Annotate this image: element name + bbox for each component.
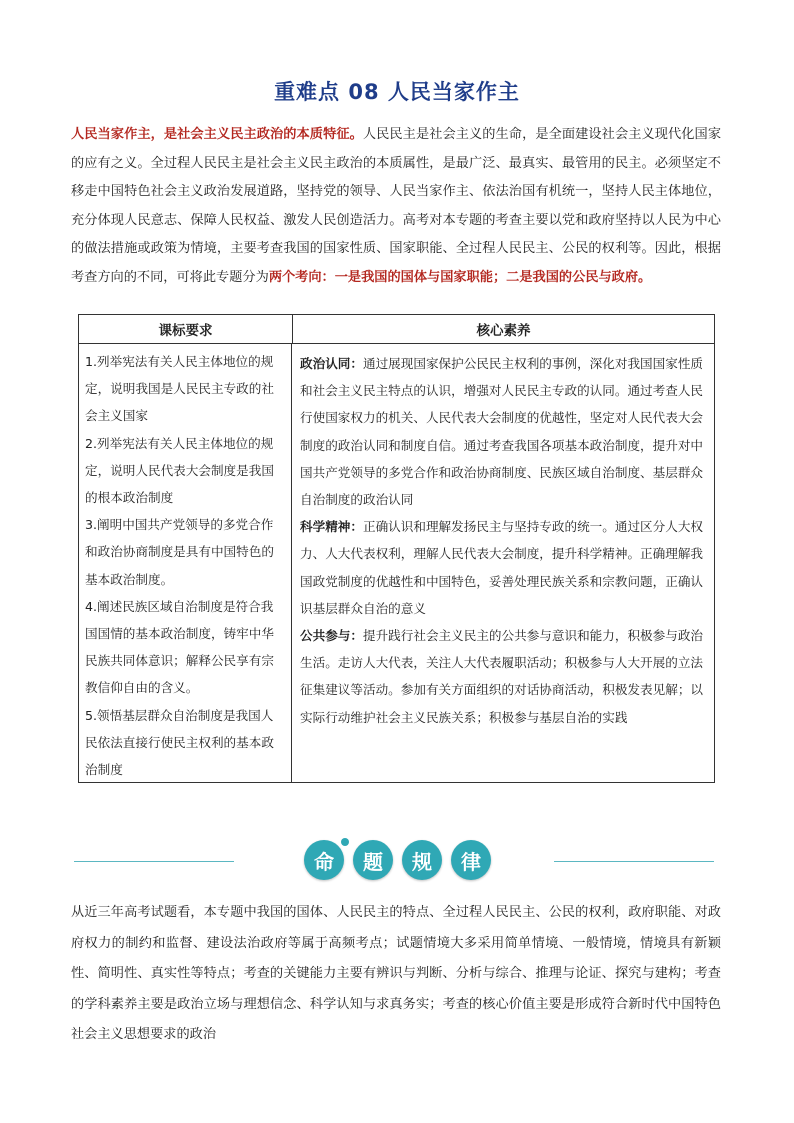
- standard-item: 4.阐述民族区域自治制度是符合我国国情的基本政治制度，铸牢中华民族共同体意识；解释公民享有宗教信仰自由的含义。: [85, 598, 274, 696]
- literacy-label: 政治认同：: [300, 356, 363, 371]
- table-body-row: [79, 344, 714, 783]
- table-header-literacy: 核心素养: [476, 323, 531, 339]
- literacy-text: 提升践行社会主义民主的公共参与意识和能力，积极参与政治生活。走访人大代表，关注人大代表履职活动；积极参与人大开展的立法征集建议等活动。参加有关方面组织的对话协商活动，积极发表见解；以实际行动维护社会主义民族关系；积极参与基层自治的实践: [300, 628, 703, 725]
- literacy-text: 正确认识和理解发扬民主与坚持专政的统一。通过区分人大权力、人大代表权利，理解人民代表大会制度，提升科学精神。正确理解我国政党制度的优越性和中国特色，妥善处理民族关系和宗教问题，正确认识基层群众自治的意义: [300, 519, 703, 616]
- standard-item: 5.领悟基层群众自治制度是我国人民依法直接行使民主权利的基本政治制度: [85, 707, 274, 778]
- intro-lead: 人民当家作主，是社会主义民主政治的本质特征。: [71, 127, 363, 142]
- banner-divider-left: [74, 861, 234, 862]
- banner-char: 规: [402, 840, 442, 880]
- literacy-label: 公共参与：: [300, 628, 363, 644]
- banner-char: 命: [304, 840, 344, 880]
- standard-item: 3.阐明中国共产党领导的多党合作和政治协商制度是具有中国特色的基本政治制度。: [85, 517, 274, 587]
- banner-divider-right: [554, 861, 714, 862]
- literacy-item: [300, 350, 706, 513]
- intro-body: 人民民主是社会主义的生命，是全面建设社会主义现代化国家的应有之义。全过程人民民主是社会主义民主政治的本质属性，是最广泛、最真实、最管用的民主。必须坚定不移走中国特色社会主义政治发展道路，坚持党的领导、人民当家作主、依法治国有机统一，坚持人民主体地位，充分体现人民意志、保障人民权益、激发人民创造活力。高考对本专题的考查主要以党和政府坚持以人民为中心的做法措施或政策为情境，主要考查我国的国家性质、国家职能、全过程人民民主、公民的权利等。因此，根据考查方向的不同，可将此专题分为: [71, 127, 722, 285]
- table-header-standards: 课标要求: [79, 315, 293, 343]
- banner-char: 题: [353, 840, 393, 880]
- literacy-item: [300, 622, 706, 731]
- intro-tail: 两个考向：一是我国的国体与国家职能；二是我国的公民与政府。: [268, 269, 652, 285]
- literacy-item: [300, 513, 706, 622]
- standard-item: 2.列举宪法有关人民主体地位的规定，说明人民代表大会制度是我国的根本政治制度: [85, 435, 274, 506]
- literacy-label: 科学精神：: [300, 519, 363, 535]
- banner-char: 律: [451, 840, 491, 880]
- banner-circles: [304, 840, 491, 880]
- table-header-row: [79, 315, 714, 344]
- standard-item: 1.列举宪法有关人民主体地位的规定，说明我国是人民民主专政的社会主义国家: [85, 354, 274, 424]
- section-banner: [74, 840, 714, 884]
- page-title: 重难点 08 人民当家作主: [274, 80, 520, 104]
- exam-pattern-paragraph: 从近三年高考试题看，本专题中我国的国体、人民民主的特点、全过程人民民主、公民的权利，政府职能、对政府权力的制约和监督、建设法治政府等属于高频考点；试题情境大多采用简单情境、一般情境，情境具有新颖性、简明性、真实性等特点；考查的关键能力主要有辨识与判断、分析与综合、推理与论证、探究与建构；考查的学科素养主要是政治立场与理想信念、科学认知与求真务实；考查的核心价值主要是形成符合新时代中国特色社会主义思想要求的政治: [71, 905, 721, 1042]
- literacy-cell: [292, 344, 714, 783]
- requirements-table: [78, 314, 715, 783]
- intro-paragraph: [71, 121, 721, 292]
- literacy-text: 通过展现国家保护公民民主权利的事例，深化对我国国家性质和社会主义民主特点的认识，增强对人民民主专政的认同。通过考查人民行使国家权力的机关、人民代表大会制度的优越性，坚定对人民代表大会制度的政治认同和制度自信。通过考查我国各项基本政治制度，提升对中国共产党领导的多党合作和政治协商制度、民族区域自治制度、基层群众自治制度的政治认同: [300, 356, 703, 508]
- standards-cell: [79, 344, 292, 783]
